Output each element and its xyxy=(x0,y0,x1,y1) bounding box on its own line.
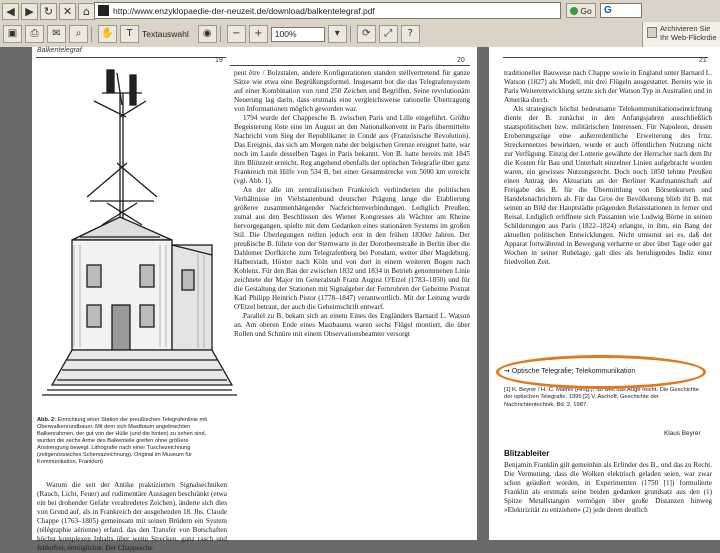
arrow-right-icon: ➞ xyxy=(504,368,512,375)
save-icon[interactable]: ▣ xyxy=(3,25,22,43)
back-button[interactable]: ◀ xyxy=(2,3,19,20)
zoom-out-icon[interactable]: − xyxy=(227,25,246,43)
middle-column-text xyxy=(234,69,470,339)
text-select-tool-label[interactable]: Textauswahl xyxy=(142,29,189,39)
page-rule xyxy=(503,57,708,58)
toolbar-divider xyxy=(220,26,221,42)
paragraph: peut être / Bolzstalen, andere Konfigurationen standen stellvertretend für ganze Sätze wie etwa eine Begrüßungsformel. Insgesamt bot die das Telegrafensystem auf einer Kombination von rund 250 Zeichen und Begriffen. Seine revolutionäre Neuerung lag darin, dass erstmals eine vergleichsweise rationelle Übertragung von Informationen möglich geworden war. xyxy=(234,69,470,114)
text-select-icon[interactable]: T xyxy=(120,25,139,43)
help-icon[interactable]: ? xyxy=(401,25,420,43)
hand-tool-icon[interactable]: ✋ xyxy=(98,25,117,43)
pdf-page-right xyxy=(489,47,720,540)
figure-caption-label: Abb. 2: xyxy=(37,417,56,423)
page-number: 19 xyxy=(215,57,223,64)
pdf-page-left xyxy=(32,47,477,553)
paragraph: 1794 wurde der Chappesche B. zwischen Paris und Lille eingeführt. Größte Begeisterung löste eine im August an den Nationalkonvent in Paris übermittelte Nachricht vom Sieg der Republikaner in Condé aus (Französische Revolution). Das Ereignis, das sich am Morgen nahe der belgischen Grenze ereignet hatte, war noch im Laufe desselben Tages in Paris bekannt. Von B. hatte bereits mit 1845 ihre Blütezeit erreicht. Reg angehend ebenfalls der optischen Telegrafie über ganz Frankreich mit Hilfe von 534 B. bei einer Gesamtstrecke von 5000 km erreicht (vgl. Abb. 1). xyxy=(234,114,470,186)
paragraph: Benjamin Franklin gilt gemeinhin als Erfinder des B., und das zu Recht. Die Vermutung, dass die Wolken elektrisch geladen seien, war zwar schon geäußert worden, in Experimenten (1750 [1]) formulierte Franklin als erstmals seine beiden gedanken grundsatz aus den (1) Spitze Metallstangen vermögen über große Distanzen hinweg »Elektrizität zu entziehen« (2) jede deren deutlich xyxy=(504,461,712,515)
highlight-ellipse xyxy=(496,355,706,389)
forward-button[interactable]: ▶ xyxy=(21,3,38,20)
paragraph: Warum die seit der Antike praktizierten Signalsechniken (Rauch, Licht, Feuer) auf rudimentäre Aussagen beschränkt (etwa ein bei drohender Gefahr verabredetes Zeichen), änderte sich dies von Grund auf, als in Frankreich der ausgehenden 18. Jhs. Claude Chappe (1763–1805) gemeinsam mit seinen Brüdern ein System (télégraphie aérienne) erfand, das den Transfer von Botschaften höchst komplexen Inhalts über weite Strecken, ganz rasch und fehlerfrei, ermöglichte. Der Chappesche xyxy=(37,481,227,553)
rotate-icon[interactable]: ⟳ xyxy=(357,25,376,43)
warning-icon xyxy=(647,27,657,38)
archive-warning[interactable] xyxy=(642,22,720,47)
go-button[interactable] xyxy=(566,3,596,18)
page-number: 21 xyxy=(699,57,707,64)
zoom-level-field[interactable]: 100% xyxy=(271,27,325,42)
figure-caption xyxy=(37,417,219,466)
running-head: Balkentelegraf xyxy=(37,47,82,54)
page-favicon-icon xyxy=(98,5,109,16)
print-icon[interactable]: ⎙ xyxy=(25,25,44,43)
snapshot-icon[interactable]: ◉ xyxy=(198,25,217,43)
left-column-text xyxy=(37,481,227,553)
browser-chrome xyxy=(0,0,720,48)
paragraph: An der alle im zentralistischen Frankreich verhinderten die politischen Verhältnisse im Vielstaatenbund deutscher Prägung lange die Etablierung größerer zusammenhängender Nachrichtenverbindungen. Lediglich Preußen, zumal aus den Beschlüssen des Wiener Kongresses als Wächter am Rheine hervorgegangen, spielte mit dem Gedanken eines stationären Systems im großen Stil. Die Überlegungen reiften jedoch erst in den frühen 1830er Jahren. Der preußische B. führte von der Sternwarte in der Dorotheenstraße in Berlin über die Dahlemer Dorfkirche zum Telegrafenberg bei Potsdam, weiter über Magdeburg, Halberstadt, Höxter nach Köln und von dort in einem weiteren Bogen nach Koblenz. Für den Bau der zwischen 1832 und 1834 in Betrieb genommenen Linie zeichnete der Major im Generalstab Franz August O'Etzel (1783–1850) und für die Gestaltung der Stationen mit Signalgeber der Fernrohren der Geheime Postrat Karl Philipp Heinrich Pistor (1778–1847) verantwortlich. Mit der Leitung wurde O'Etzel betraut, der auch die Geheimschrift entwarf. xyxy=(234,186,470,312)
fit-page-icon[interactable]: ⤢ xyxy=(379,25,398,43)
telegraph-station-illustration xyxy=(32,65,242,420)
entry-title: Blitzableiter xyxy=(504,449,550,458)
page-rule xyxy=(230,65,470,66)
author-name: Klaus Beyrer xyxy=(664,430,701,437)
pdf-document-area[interactable] xyxy=(0,47,720,553)
right-column-text xyxy=(504,69,712,267)
url-text: http://www.enzyklopaedie-der-neuzeit.de/download/balkentelegraf.pdf xyxy=(113,5,375,16)
search-engine-box[interactable]: G xyxy=(600,3,642,18)
address-bar[interactable] xyxy=(94,2,561,19)
references: [1] K. Beyrer / H.-C. Mathis (Hrsg.), So weit das Auge reicht. Die Geschichte der optischen Telegrafie, 1995 [2] V. Aschoff, Geschichte der Nachrichtentechnik, Bd. 2, 1987. xyxy=(504,387,699,408)
pdf-toolbar xyxy=(0,22,642,46)
search-icon[interactable]: ⌕ xyxy=(69,25,88,43)
paragraph: traditioneller Bauweise nach Chappe sowie in England unter Barnard L. Watson (1827) als Modell, mit drei Flügeln ausgestattet. Bereits wie in Paris Weiterentwicklung setzte sich der Watson Typ in Australien und in Amerika durch. xyxy=(504,69,712,105)
toolbar-divider xyxy=(350,26,351,42)
stop-button[interactable]: ✕ xyxy=(59,3,76,20)
entry-text xyxy=(504,461,712,515)
zoom-in-icon[interactable]: + xyxy=(249,25,268,43)
paragraph: Als strategisch höchst bedeutsame Telekommunikationseinrichtung diente der B. zunächst in den Anfangsjahren ausschließlich staatspolitischen bzw. militärischen Interessen. Für Napoleon, dessen Eroberungszüge eine außerordentliche Erweiterung des frnz. Streckennetzes bewirkten, wurde er auch öffentlichen Nutzung nicht zur Verfügung. Einzig der Lotterie gewährte der Herrscher nach dem Ihr die Kosten für Bau und Unterhalt einzelner Linien aufgebracht worden waren, ein gewisses Nutzungsrecht. Doch noch 1850 lehnte Preußen einen Antrag des Aktuariats an der Berliner Kaufmannschaft auf Freigabe des B. für die Übermittlung von Börsenkursen und Handelsnachrichten ab. Für das Gros der Bevölkerung blieb ihr B. mit seinen an Bild der Hauptstädte prägenden Relaisstationen in ferner und Reisal. Lediglich eröffnete sich Passanten wie Ludwig Börne in seinen Schilderungen aus Paris (1822–1824) erlangte, in ihm, ein Bang der aktuellen politischen Entwicklungen. Nicht umsonst sei es, daß der Apparat fortwährend in Bewegung verharrte er aber über Tage oder gar Wochen in seiner Ruhelage, galt dies als beruhigendes Indiz einer friedvollen Zeit. xyxy=(504,105,713,267)
toolbar-divider xyxy=(91,26,92,42)
archive-warning-text: Archivieren Sie Ihr Web-Flickrdie xyxy=(660,24,717,42)
figure-caption-text: Einrichtung einer Station der preußischen Telegrafenlinie mit Oberwalkenrundbauer. Mit dem sich Mastbaum angebrachten Balkenrahmen, der gut von der Hülle (und die hinten) zu sehen sind, wurden die sechs Arme des Balkenteile greifen ohne größere Anstrengung bewegt. Lithografie nach einer Tuschezeichnung (zeitgenössisches Schemazeichnung). Original im Museum für Kommunikation, Frankfurt) xyxy=(37,417,207,465)
go-arrow-icon xyxy=(570,7,578,15)
email-icon[interactable]: ✉ xyxy=(47,25,66,43)
go-button-label: Go xyxy=(580,5,592,16)
home-button[interactable]: ⌂ xyxy=(78,3,95,20)
see-also-text: Optische Telegrafie; Telekommunikation xyxy=(511,368,636,375)
paragraph: Parallel zu B. bekam sich an einem Eines des Engländers Barnard L. Watson an. Am oberen Ende eines Mastbaums waren sechs Flügel montiert, die über Rollen und Schnüre mit einem Observationsbeamter versorgt xyxy=(234,312,470,339)
zoom-dropdown-icon[interactable]: ▾ xyxy=(328,25,347,43)
page-rule xyxy=(36,57,226,58)
page-number: 20 xyxy=(457,57,465,64)
reload-button[interactable]: ↻ xyxy=(40,3,57,20)
